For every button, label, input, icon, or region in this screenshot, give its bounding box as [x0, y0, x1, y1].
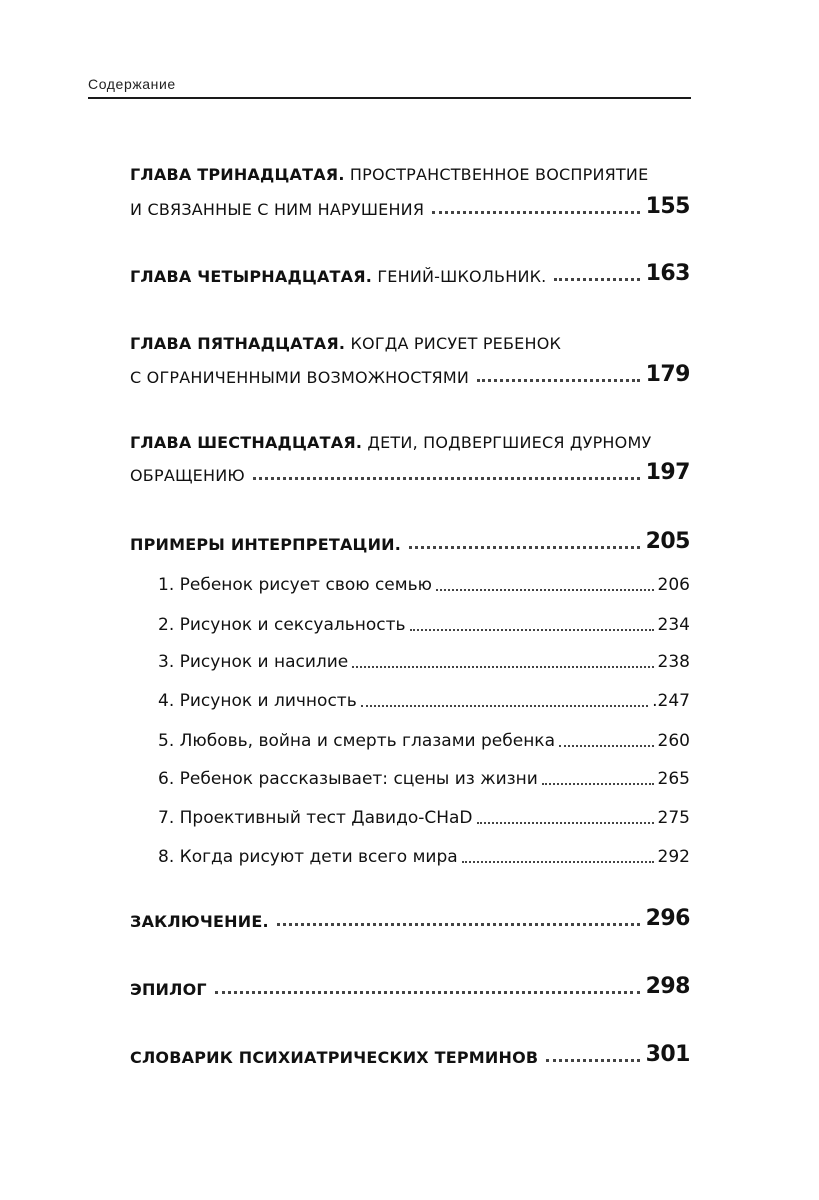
- chapter-label: ГЛАВА ЧЕТЫРНАДЦАТАЯ.: [130, 267, 373, 286]
- subentry-title: 1. Ребенок рисует свою семью: [158, 575, 432, 595]
- chapter-label: ГЛАВА ПЯТНАДЦАТАЯ.: [130, 334, 346, 353]
- dot-leader: [432, 211, 639, 214]
- toc-subentry-1[interactable]: [158, 577, 690, 594]
- dot-leader: [559, 745, 654, 747]
- toc-entry-16[interactable]: [130, 462, 690, 484]
- chapter-heading: [130, 269, 546, 285]
- toc-entry-15[interactable]: [130, 364, 690, 386]
- toc-subentry-8[interactable]: [158, 849, 690, 866]
- chapter-label: ГЛАВА ТРИНАДЦАТАЯ.: [130, 165, 345, 184]
- page-number: 298: [645, 974, 690, 999]
- subentry-title: 6. Ребенок рассказывает: сцены из жизни: [158, 769, 538, 789]
- dot-leader: [542, 783, 654, 785]
- toc-entry-examples[interactable]: [130, 531, 690, 553]
- subentry-title: 2. Рисунок и сексуальность: [158, 615, 406, 635]
- page-number: 265: [657, 769, 690, 789]
- toc-subentry-4[interactable]: [158, 693, 690, 710]
- chapter-title: ДЕТИ, ПОДВЕРГШИЕСЯ ДУРНОМУ: [367, 433, 652, 452]
- header-rule: [88, 97, 691, 99]
- section-title: ПРИМЕРЫ ИНТЕРПРЕТАЦИИ.: [130, 535, 402, 554]
- toc-subentry-7[interactable]: [158, 810, 690, 827]
- dot-leader: [554, 278, 639, 281]
- toc-subentry-2[interactable]: [158, 617, 690, 634]
- dot-leader: [477, 822, 654, 824]
- toc-entry-conclusion[interactable]: [130, 908, 690, 930]
- dot-leader: [477, 379, 640, 382]
- subentry-title: 3. Рисунок и насилие: [158, 652, 349, 672]
- dot-leader: [546, 1059, 639, 1062]
- toc-subentry-5[interactable]: [158, 733, 690, 750]
- page-number: 301: [645, 1042, 690, 1067]
- dot-leader: [462, 861, 654, 863]
- page-number: 163: [645, 261, 690, 286]
- page-number: 292: [657, 847, 690, 867]
- chapter-title: ПРОСТРАНСТВЕННОЕ ВОСПРИЯТИЕ: [349, 165, 649, 184]
- dot-leader: [352, 666, 653, 668]
- dot-leader: [410, 629, 654, 631]
- chapter-title: КОГДА РИСУЕТ РЕБЕНОК: [350, 334, 562, 353]
- toc-subentry-6[interactable]: [158, 771, 690, 788]
- running-head: Содержание: [88, 76, 176, 92]
- subentry-title: 8. Когда рисуют дети всего мира: [158, 847, 458, 867]
- subentry-title: 5. Любовь, война и смерть глазами ребенка: [158, 731, 555, 751]
- chapter-title-cont: И СВЯЗАННЫЕ С НИМ НАРУШЕНИЯ: [130, 200, 425, 219]
- dot-leader: [361, 705, 648, 707]
- page-number: 260: [657, 731, 690, 751]
- page-number: 155: [645, 194, 690, 219]
- chapter-title: ГЕНИЙ-ШКОЛЬНИК.: [377, 267, 547, 286]
- page-number: 197: [645, 460, 690, 485]
- toc-entry-15-line1: [130, 334, 561, 353]
- toc-entry-13[interactable]: [130, 196, 690, 218]
- section-title: ЭПИЛОГ: [130, 980, 207, 999]
- page-number: 205: [645, 529, 690, 554]
- dot-leader: [215, 991, 640, 994]
- toc-subentry-3[interactable]: [158, 654, 690, 671]
- subentry-title: 7. Проективный тест Давидо-CHaD: [158, 808, 473, 828]
- dot-leader: [409, 546, 640, 549]
- toc-entry-glossary[interactable]: [130, 1044, 690, 1066]
- section-title: ЗАКЛЮЧЕНИЕ.: [130, 912, 269, 931]
- dot-leader: [277, 923, 640, 926]
- page-number: 238: [657, 652, 690, 672]
- chapter-title-cont: С ОГРАНИЧЕННЫМИ ВОЗМОЖНОСТЯМИ: [130, 368, 470, 387]
- page-number: 234: [657, 615, 690, 635]
- toc-entry-16-line1: [130, 433, 651, 452]
- page-number: .247: [652, 691, 690, 711]
- section-title: СЛОВАРИК ПСИХИАТРИЧЕСКИХ ТЕРМИНОВ: [130, 1048, 539, 1067]
- page-number: 296: [645, 906, 690, 931]
- toc-entry-14[interactable]: [130, 263, 690, 285]
- page-number: 275: [657, 808, 690, 828]
- chapter-title-cont: ОБРАЩЕНИЮ: [130, 466, 245, 485]
- page-number: 179: [645, 362, 690, 387]
- toc-entry-epilogue[interactable]: [130, 976, 690, 998]
- chapter-label: ГЛАВА ШЕСТНАДЦАТАЯ.: [130, 433, 363, 452]
- toc-entry-13-line1: [130, 165, 648, 184]
- page-number: 206: [657, 575, 690, 595]
- subentry-title: 4. Рисунок и личность: [158, 691, 357, 711]
- dot-leader: [253, 477, 640, 480]
- dot-leader: [436, 589, 654, 591]
